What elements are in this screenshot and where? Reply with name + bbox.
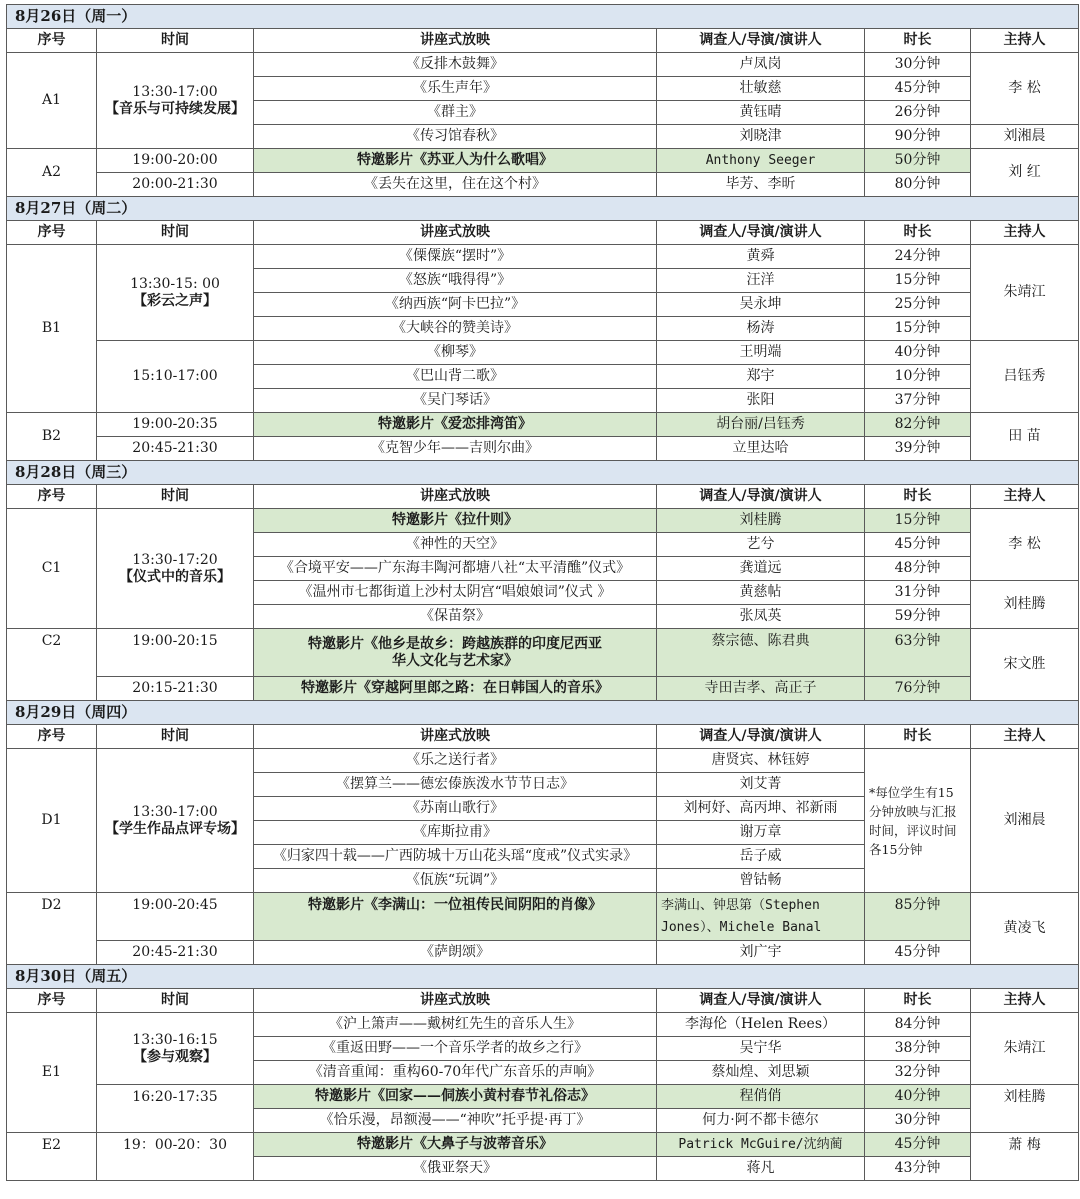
col-header-id: 序号	[7, 221, 97, 245]
session-id: A1	[7, 53, 97, 149]
time-range: 13:30-15: 00	[130, 275, 220, 292]
film-title: 《佤族“玩调”》	[254, 869, 657, 893]
film-title: 《俄亚祭天》	[254, 1157, 657, 1181]
schedule-table	[6, 4, 1079, 1181]
film-title: 特邀影片《回家——侗族小黄村春节礼俗志》	[254, 1085, 657, 1109]
film-title: 《恰乐漫，昂额漫——“神吹”托乎提·再丁》	[254, 1109, 657, 1133]
film-title: 《巴山背二歌》	[254, 365, 657, 389]
film-duration: 85分钟	[865, 893, 971, 941]
session-id: C1	[7, 509, 97, 629]
session-id: B2	[7, 413, 97, 461]
day-header: 8月29日（周四）	[7, 701, 1079, 725]
col-header-film: 讲座式放映	[254, 221, 657, 245]
col-header-duration: 时长	[865, 485, 971, 509]
session-host: 刘 红	[971, 149, 1079, 197]
session-time: 19:00-20:00	[97, 149, 254, 173]
film-person: 刘广宇	[657, 941, 865, 965]
session-time: 20:45-21:30	[97, 941, 254, 965]
session-time	[97, 53, 254, 149]
film-title: 《摆算兰——德宏傣族泼水节节日志》	[254, 773, 657, 797]
film-person-line: Jones）、Michele Banal	[661, 919, 822, 935]
film-person: 寺田吉孝、高正子	[657, 677, 865, 701]
film-title: 《克智少年——吉则尔曲》	[254, 437, 657, 461]
session-host: 朱靖江	[971, 245, 1079, 341]
film-title: 《群主》	[254, 101, 657, 125]
film-title: 特邀影片《爱恋排湾笛》	[254, 413, 657, 437]
col-header-host: 主持人	[971, 221, 1079, 245]
col-header-host: 主持人	[971, 725, 1079, 749]
col-header-person: 调查人/导演/演讲人	[657, 221, 865, 245]
col-header-time: 时间	[97, 725, 254, 749]
session-host: 萧 梅	[971, 1133, 1079, 1181]
col-header-time: 时间	[97, 221, 254, 245]
col-header-duration: 时长	[865, 989, 971, 1013]
film-title: 《归家四十载——广西防城十万山花头瑶“度戒”仪式实录》	[254, 845, 657, 869]
film-title: 《传习馆春秋》	[254, 125, 657, 149]
film-title: 《怒族“哦得得”》	[254, 269, 657, 293]
col-header-duration: 时长	[865, 221, 971, 245]
session-time	[97, 749, 254, 893]
col-header-film: 讲座式放映	[254, 485, 657, 509]
film-duration: 80分钟	[865, 173, 971, 197]
col-header-id: 序号	[7, 485, 97, 509]
session-host: 黄凌飞	[971, 893, 1079, 965]
col-header-time: 时间	[97, 989, 254, 1013]
film-person: 立里达哈	[657, 437, 865, 461]
session-time: 19:00-20:45	[97, 893, 254, 941]
film-person: 曾钴畅	[657, 869, 865, 893]
col-header-film: 讲座式放映	[254, 29, 657, 53]
film-duration: 26分钟	[865, 101, 971, 125]
film-person: 胡台丽/吕钰秀	[657, 413, 865, 437]
session-time: 19:00-20:35	[97, 413, 254, 437]
day-header: 8月26日（周一）	[7, 5, 1079, 29]
film-title: 《丢失在这里，住在这个村》	[254, 173, 657, 197]
session-time: 19:00-20:15	[97, 629, 254, 677]
col-header-id: 序号	[7, 989, 97, 1013]
film-person: 张阳	[657, 389, 865, 413]
film-duration: 37分钟	[865, 389, 971, 413]
film-title: 《柳琴》	[254, 341, 657, 365]
film-title: 《沪上箫声——戴树红先生的音乐人生》	[254, 1013, 657, 1037]
film-person: 蒋凡	[657, 1157, 865, 1181]
session-host: 刘桂腾	[971, 581, 1079, 629]
session-theme: 【仪式中的音乐】	[119, 568, 231, 585]
session-id: B1	[7, 245, 97, 413]
session-time: 20:00-21:30	[97, 173, 254, 197]
day-header: 8月27日（周二）	[7, 197, 1079, 221]
session-theme: 【参与观察】	[133, 1048, 217, 1065]
film-title: 《萨朗颂》	[254, 941, 657, 965]
session-host: 李 松	[971, 53, 1079, 125]
film-person: Patrick McGuire/沈纳蔺	[657, 1133, 865, 1157]
duration-note: *每位学生有15分钟放映与汇报时间，评议时间各15分钟	[865, 749, 971, 893]
session-time	[97, 1013, 254, 1085]
time-range: 13:30-17:00	[132, 83, 218, 100]
film-duration: 50分钟	[865, 149, 971, 173]
film-duration: 45分钟	[865, 533, 971, 557]
session-time: 20:45-21:30	[97, 437, 254, 461]
session-time	[97, 509, 254, 629]
film-duration: 24分钟	[865, 245, 971, 269]
col-header-host: 主持人	[971, 989, 1079, 1013]
film-person	[657, 893, 865, 941]
film-duration: 30分钟	[865, 1109, 971, 1133]
session-id: C2	[7, 629, 97, 701]
film-duration: 43分钟	[865, 1157, 971, 1181]
session-host: 刘桂腾	[971, 1085, 1079, 1133]
day-header: 8月30日（周五）	[7, 965, 1079, 989]
film-duration: 84分钟	[865, 1013, 971, 1037]
col-header-id: 序号	[7, 725, 97, 749]
film-duration: 40分钟	[865, 1085, 971, 1109]
film-title: 《苏南山歌行》	[254, 797, 657, 821]
film-person: 艺兮	[657, 533, 865, 557]
film-person: 蔡灿煌、刘思颖	[657, 1061, 865, 1085]
session-time: 15:10-17:00	[97, 341, 254, 413]
film-duration: 39分钟	[865, 437, 971, 461]
col-header-time: 时间	[97, 29, 254, 53]
session-host: 刘湘晨	[971, 749, 1079, 893]
time-range: 13:30-17:00	[132, 803, 218, 820]
session-theme: 【彩云之声】	[133, 292, 217, 309]
film-duration: 15分钟	[865, 509, 971, 533]
film-duration: 45分钟	[865, 941, 971, 965]
session-host: 刘湘晨	[971, 125, 1079, 149]
film-title: 特邀影片《大鼻子与波蒂音乐》	[254, 1133, 657, 1157]
film-person: 刘桂腾	[657, 509, 865, 533]
col-header-duration: 时长	[865, 29, 971, 53]
film-person: Anthony Seeger	[657, 149, 865, 173]
col-header-id: 序号	[7, 29, 97, 53]
col-header-person: 调查人/导演/演讲人	[657, 29, 865, 53]
film-duration: 63分钟	[865, 629, 971, 677]
session-id: D1	[7, 749, 97, 893]
film-person: 刘柯妤、高丙坤、祁新雨	[657, 797, 865, 821]
col-header-person: 调查人/导演/演讲人	[657, 485, 865, 509]
film-person: 李海伦（Helen Rees）	[657, 1013, 865, 1037]
film-duration: 59分钟	[865, 605, 971, 629]
session-time	[97, 245, 254, 341]
film-title: 《合境平安——广东海丰陶河都塘八社“太平清醮”仪式》	[254, 557, 657, 581]
col-header-host: 主持人	[971, 29, 1079, 53]
film-title-line: 华人文化与艺术家》	[392, 652, 518, 669]
film-person: 汪洋	[657, 269, 865, 293]
film-title: 《清音重闻：重构60-70年代广东音乐的声响》	[254, 1061, 657, 1085]
session-id: A2	[7, 149, 97, 197]
col-header-person: 调查人/导演/演讲人	[657, 725, 865, 749]
film-title: 《保苗祭》	[254, 605, 657, 629]
film-duration: 40分钟	[865, 341, 971, 365]
film-duration: 25分钟	[865, 293, 971, 317]
film-duration: 10分钟	[865, 365, 971, 389]
film-person: 岳子威	[657, 845, 865, 869]
col-header-time: 时间	[97, 485, 254, 509]
session-id: D2	[7, 893, 97, 965]
film-person: 王明端	[657, 341, 865, 365]
film-duration: 31分钟	[865, 581, 971, 605]
film-person: 黄钰晴	[657, 101, 865, 125]
film-title: 《重返田野——一个音乐学者的故乡之行》	[254, 1037, 657, 1061]
film-duration: 82分钟	[865, 413, 971, 437]
film-person: 刘艾菁	[657, 773, 865, 797]
film-title: 特邀影片《苏亚人为什么歌唱》	[254, 149, 657, 173]
film-person: 毕芳、李昕	[657, 173, 865, 197]
film-duration: 76分钟	[865, 677, 971, 701]
col-header-host: 主持人	[971, 485, 1079, 509]
film-person: 吴宁华	[657, 1037, 865, 1061]
film-person: 蔡宗德、陈君典	[657, 629, 865, 677]
film-duration: 48分钟	[865, 557, 971, 581]
day-header: 8月28日（周三）	[7, 461, 1079, 485]
film-duration: 45分钟	[865, 1133, 971, 1157]
film-person: 龚道远	[657, 557, 865, 581]
col-header-film: 讲座式放映	[254, 989, 657, 1013]
film-person-line: 李满山、钟思第（Stephen	[661, 897, 820, 913]
session-host: 朱靖江	[971, 1013, 1079, 1085]
film-person: 黄慈帖	[657, 581, 865, 605]
session-theme: 【学生作品点评专场】	[105, 820, 245, 837]
film-person: 程俏俏	[657, 1085, 865, 1109]
film-person: 刘晓津	[657, 125, 865, 149]
film-title: 《乐生声年》	[254, 77, 657, 101]
film-title: 《吴门琴话》	[254, 389, 657, 413]
session-host: 宋文胜	[971, 629, 1079, 701]
film-person: 何力·阿不都卡德尔	[657, 1109, 865, 1133]
film-person: 郑宇	[657, 365, 865, 389]
session-time: 16:20-17:35	[97, 1085, 254, 1133]
film-duration: 45分钟	[865, 77, 971, 101]
film-title: 《反排木鼓舞》	[254, 53, 657, 77]
film-title: 《神性的天空》	[254, 533, 657, 557]
col-header-film: 讲座式放映	[254, 725, 657, 749]
session-host: 李 松	[971, 509, 1079, 581]
film-person: 卢凤岗	[657, 53, 865, 77]
col-header-duration: 时长	[865, 725, 971, 749]
time-range: 13:30-17:20	[132, 551, 218, 568]
film-person: 吴永坤	[657, 293, 865, 317]
film-title: 特邀影片《李满山：一位祖传民间阴阳的肖像》	[254, 893, 657, 941]
film-duration: 30分钟	[865, 53, 971, 77]
film-person: 黄舜	[657, 245, 865, 269]
time-range: 13:30-16:15	[132, 1031, 218, 1048]
film-person: 谢万章	[657, 821, 865, 845]
film-duration: 90分钟	[865, 125, 971, 149]
film-title: 《乐之送行者》	[254, 749, 657, 773]
film-person: 杨涛	[657, 317, 865, 341]
session-id: E1	[7, 1013, 97, 1133]
film-title: 《纳西族“阿卡巴拉”》	[254, 293, 657, 317]
session-id: E2	[7, 1133, 97, 1181]
film-title	[254, 629, 657, 677]
film-title: 《傈僳族“摆时”》	[254, 245, 657, 269]
session-host: 吕钰秀	[971, 341, 1079, 413]
film-title: 《大峡谷的赞美诗》	[254, 317, 657, 341]
film-person: 唐贤宾、林钰婷	[657, 749, 865, 773]
film-title: 特邀影片《穿越阿里郎之路：在日韩国人的音乐》	[254, 677, 657, 701]
film-title: 《温州市七都街道上沙村太阴宫“唱娘娘词”仪式 》	[254, 581, 657, 605]
film-duration: 32分钟	[865, 1061, 971, 1085]
session-time: 20:15-21:30	[97, 677, 254, 701]
session-time: 19：00-20：30	[97, 1133, 254, 1181]
film-title: 《库斯拉甫》	[254, 821, 657, 845]
film-duration: 15分钟	[865, 269, 971, 293]
col-header-person: 调查人/导演/演讲人	[657, 989, 865, 1013]
film-person: 张凤英	[657, 605, 865, 629]
film-person: 壮敏慈	[657, 77, 865, 101]
session-theme: 【音乐与可持续发展】	[105, 100, 245, 117]
film-duration: 15分钟	[865, 317, 971, 341]
session-host: 田 苗	[971, 413, 1079, 461]
film-duration: 38分钟	[865, 1037, 971, 1061]
film-title-line: 特邀影片《他乡是故乡：跨越族群的印度尼西亚	[308, 635, 602, 652]
film-title: 特邀影片《拉什则》	[254, 509, 657, 533]
